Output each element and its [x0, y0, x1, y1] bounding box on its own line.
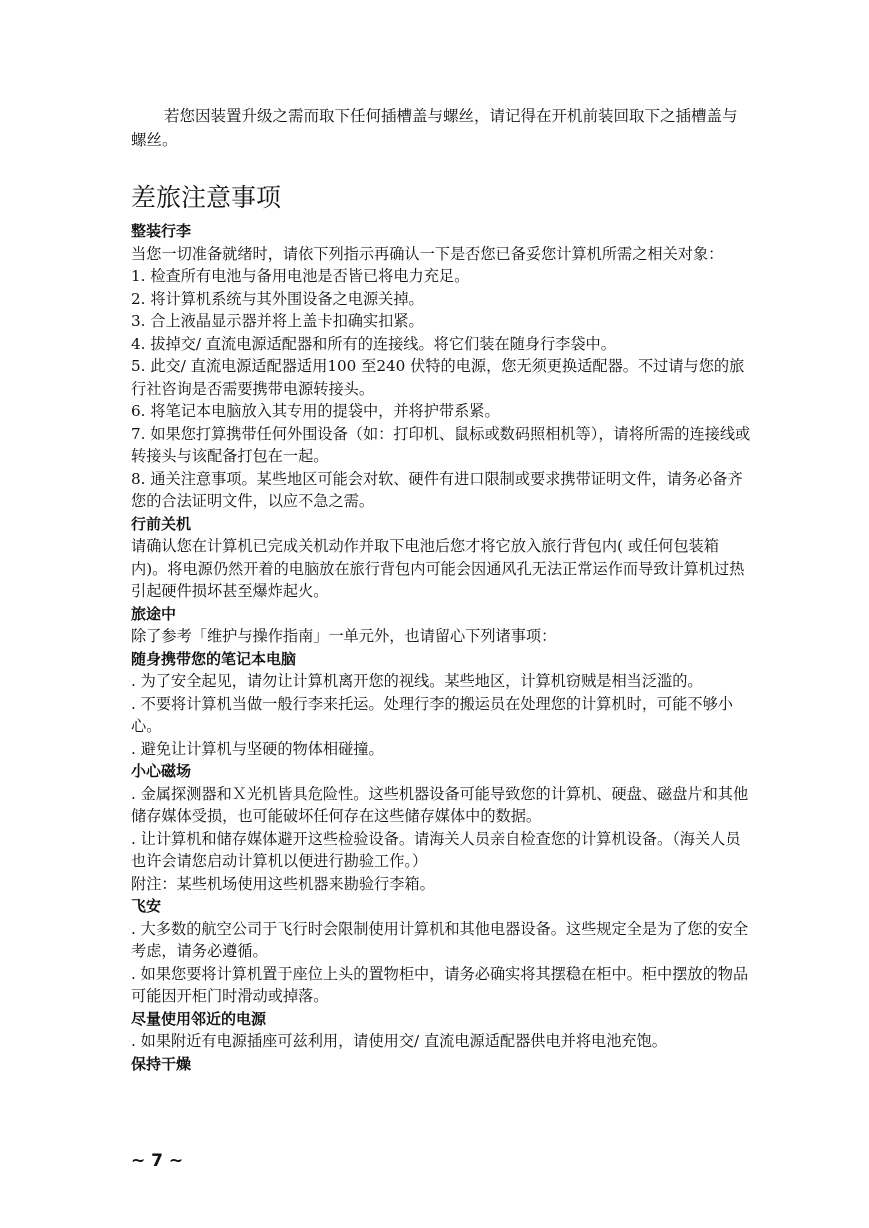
travel-text: 除了参考「维护与操作指南」一单元外，也请留心下列诸事项：	[131, 627, 557, 645]
heading-carry: 随身携带您的笔记本电脑	[131, 649, 297, 668]
list-item: 6. 将笔记本电脑放入其专用的提袋中，并将护带系紧。	[131, 402, 500, 420]
list-item: . 为了安全起见，请勿让计算机离开您的视线。某些地区，计算机窃贼是相当泛滥的。	[131, 672, 703, 690]
packing-lead: 当您一切准备就绪时，请依下列指示再确认一下是否您已备妥您计算机所需之相关对象：	[131, 244, 724, 263]
page-number: ~ 7 ~	[131, 1151, 184, 1171]
heading-dry: 保持干燥	[131, 1054, 192, 1073]
list-item: . 避免让计算机与坚硬的物体相碰撞。	[131, 739, 384, 758]
heading-packing: 整装行李	[131, 222, 192, 240]
shutdown-text: 请确认您在计算机已完成关机动作并取下电池后您才将它放入旅行背包内( 或任何包装箱内)。将电源仍然开着的电脑放在旅行背包内可能会因通风孔无法正常运作而导致计算机过热引起硬件损坏甚至爆炸起火。	[131, 537, 745, 600]
list-item: . 如果附近有电源插座可兹利用，请使用交/ 直流电源适配器供电并将电池充饱。	[131, 1032, 667, 1050]
list-item: . 金属探测器和Ｘ光机皆具危险性。这些机器设备可能导致您的计算机、硬盘、磁盘片和其他储存媒体受损，也可能破坏任何存在这些储存媒体中的数据。	[131, 784, 749, 825]
list-item: . 大多数的航空公司于飞行时会限制使用计算机和其他电器设备。这些规定全是为了您的安全考虑，请务必遵循。	[131, 919, 749, 960]
document-page	[131, 104, 751, 1075]
heading-magnetic: 小心磁场	[131, 762, 192, 780]
list-item: 4. 拔掉交/ 直流电源适配器和所有的连接线。将它们装在随身行李袋中。	[131, 334, 616, 353]
list-item: 3. 合上液晶显示器并将上盖卡扣确实扣紧。	[131, 312, 424, 330]
heading-power: 尽量使用邻近的电源	[131, 1009, 267, 1028]
list-item: . 不要将计算机当做一般行李来托运。处理行李的搬运员在处理您的计算机时，可能不够小心。	[131, 694, 733, 735]
list-item: 7. 如果您打算携带任何外围设备（如：打印机、鼠标或数码照相机等），请将所需的连接线或转接头与该配备打包在一起。	[131, 424, 751, 465]
section-title: 差旅注意事项	[131, 183, 282, 212]
list-item: . 如果您要将计算机置于座位上头的置物柜中，请务必确实将其摆稳在柜中。柜中摆放的物品可能因开柜门时滑动或掉落。	[131, 964, 749, 1005]
list-item: . 让计算机和储存媒体避开这些检验设备。请海关人员亲自检查您的计算机设备。（海关人员也许会请您启动计算机以便进行勘验工作。）	[131, 829, 741, 870]
magnetic-note: 附注：某些机场使用这些机器来勘验行李箱。	[131, 874, 435, 893]
list-item: 8. 通关注意事项。某些地区可能会对软、硬件有进口限制或要求携带证明文件，请务必备齐您的合法证明文件，以应不急之需。	[131, 469, 743, 510]
list-item: 2. 将计算机系统与其外围设备之电源关掉。	[131, 289, 424, 308]
heading-travel: 旅途中	[131, 604, 177, 623]
heading-flight: 飞安	[131, 897, 162, 915]
list-item: 1. 检查所有电池与备用电池是否皆已将电力充足。	[131, 267, 470, 285]
intro-paragraph: 若您因装置升级之需而取下任何插槽盖与螺丝，请记得在开机前装回取下之插槽盖与螺丝。	[131, 107, 738, 149]
list-item: 5. 此交/ 直流电源适配器适用100 至240 伏特的电源，您无须更换适配器。不过请与您的旅行社咨询是否需要携带电源转接头。	[131, 357, 745, 398]
heading-shutdown: 行前关机	[131, 514, 192, 533]
